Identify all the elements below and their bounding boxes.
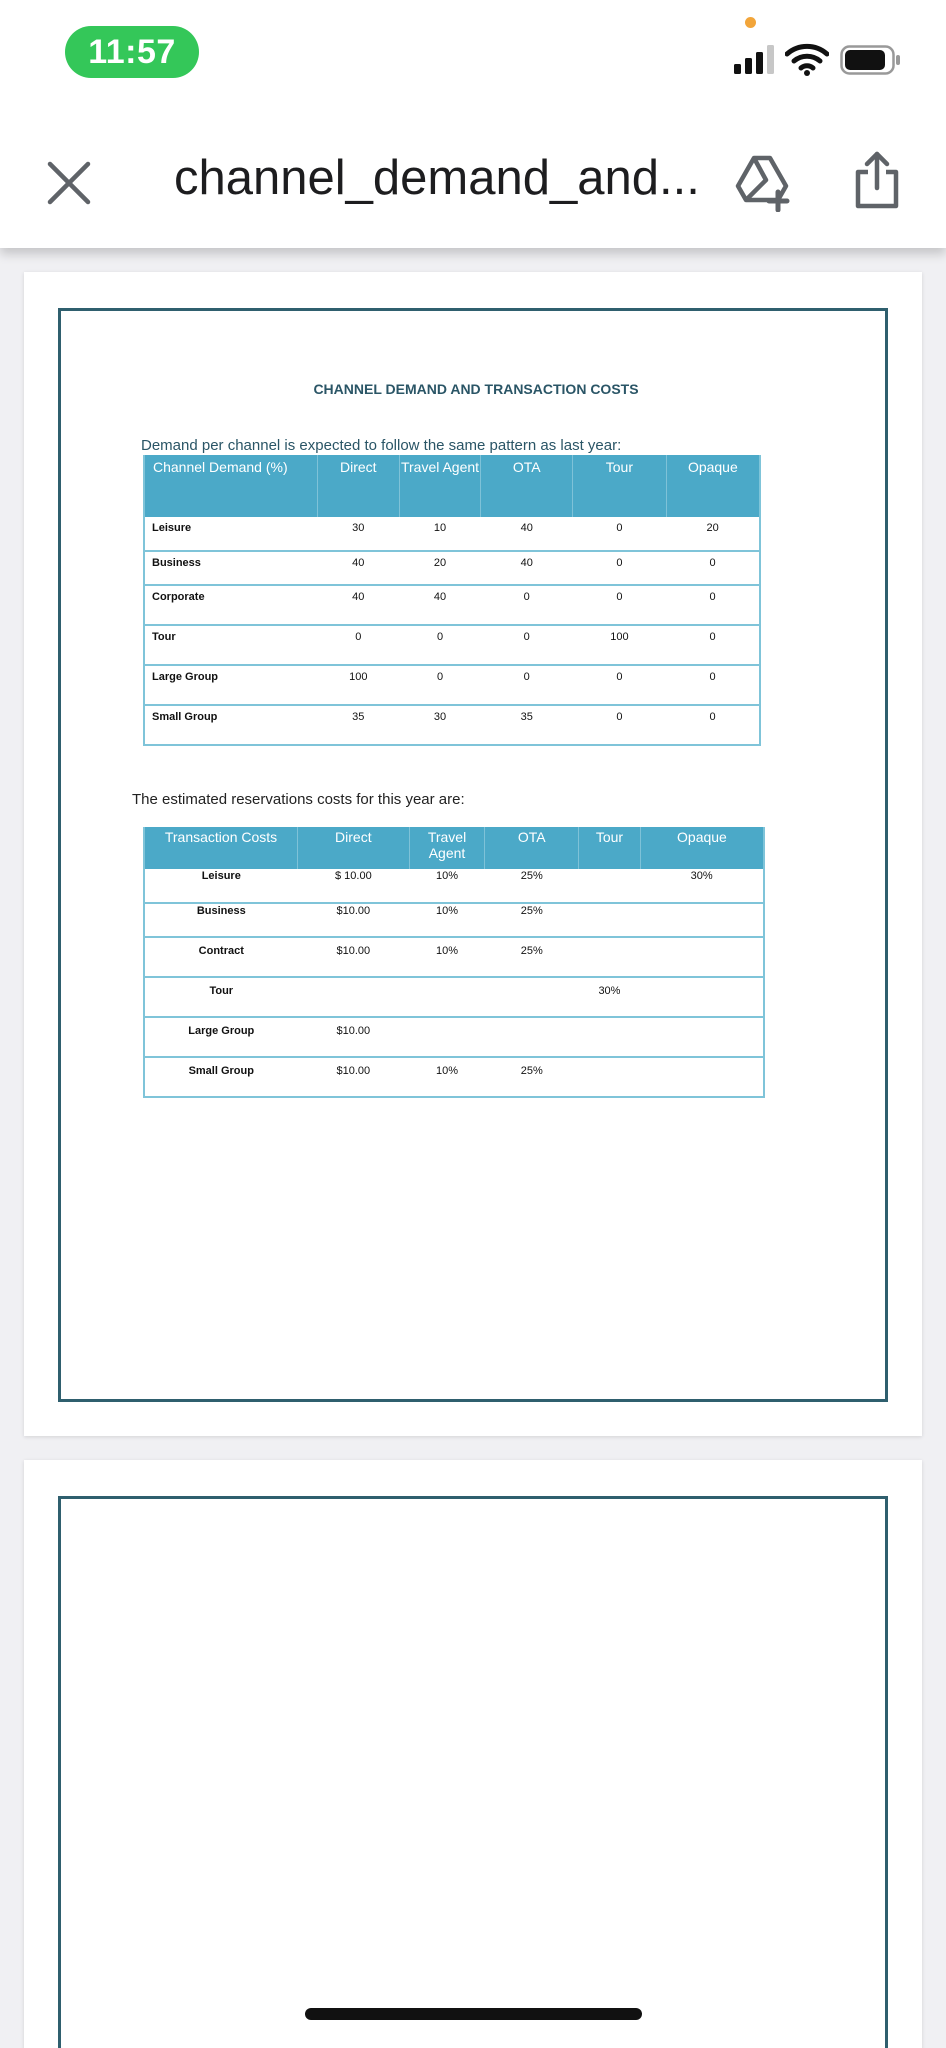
table-cell xyxy=(579,1057,641,1097)
table-cell: 0 xyxy=(399,665,481,705)
add-to-drive-icon[interactable] xyxy=(732,152,792,212)
table-cell: 10% xyxy=(409,937,485,977)
table-header: Transaction Costs xyxy=(144,827,298,869)
table-cell xyxy=(579,1017,641,1057)
intro-text: Demand per channel is expected to follow the same pattern as last year: xyxy=(141,437,622,454)
table-cell xyxy=(640,903,764,937)
close-icon[interactable] xyxy=(44,158,94,208)
table-cell xyxy=(579,937,641,977)
table-cell: 0 xyxy=(317,625,399,665)
table-cell xyxy=(640,1057,764,1097)
table-header: Travel Agent xyxy=(399,455,481,517)
status-time: 11:57 xyxy=(65,26,199,78)
row-label: Small Group xyxy=(144,705,317,745)
document-heading: CHANNEL DEMAND AND TRANSACTION COSTS xyxy=(313,381,639,397)
table-row xyxy=(144,551,760,585)
table-cell: 10% xyxy=(409,1057,485,1097)
table-cell: 0 xyxy=(573,551,667,585)
table-row xyxy=(144,1017,764,1057)
table-cell: 40 xyxy=(317,551,399,585)
table-cell: 0 xyxy=(573,517,667,551)
table-cell: 0 xyxy=(399,625,481,665)
table-cell: 0 xyxy=(666,585,760,625)
table-cell xyxy=(409,977,485,1017)
table-cell: 10% xyxy=(409,869,485,903)
table-cell: 100 xyxy=(317,665,399,705)
table-cell: 0 xyxy=(666,551,760,585)
cellular-signal-icon xyxy=(734,44,776,74)
row-label: Small Group xyxy=(144,1057,298,1097)
table-cell: 0 xyxy=(481,625,573,665)
row-label: Tour xyxy=(144,977,298,1017)
table-cell: $ 10.00 xyxy=(298,869,410,903)
table-row xyxy=(144,903,764,937)
table-cell: 0 xyxy=(573,665,667,705)
table-row xyxy=(144,1057,764,1097)
table-header: Tour xyxy=(579,827,641,869)
table-cell xyxy=(579,903,641,937)
row-label: Contract xyxy=(144,937,298,977)
page-border xyxy=(58,308,888,1402)
table-cell xyxy=(640,977,764,1017)
document-title: channel_demand_and... xyxy=(174,151,700,205)
row-label: Leisure xyxy=(144,517,317,551)
row-label: Business xyxy=(144,551,317,585)
table-row xyxy=(144,625,760,665)
table-cell: 40 xyxy=(399,585,481,625)
table-cell: 30% xyxy=(640,869,764,903)
table-header: OTA xyxy=(485,827,579,869)
row-label: Tour xyxy=(144,625,317,665)
row-label: Large Group xyxy=(144,1017,298,1057)
channel-demand-table xyxy=(143,455,761,746)
table-cell: 40 xyxy=(317,585,399,625)
table-cell: 0 xyxy=(666,705,760,745)
table-cell xyxy=(409,1017,485,1057)
table-cell: 30 xyxy=(317,517,399,551)
wifi-icon xyxy=(785,42,829,76)
table-cell: 20 xyxy=(666,517,760,551)
table-cell xyxy=(298,977,410,1017)
page-border xyxy=(58,1496,888,2048)
table-row xyxy=(144,977,764,1017)
table-cell: 25% xyxy=(485,1057,579,1097)
table-header: Tour xyxy=(573,455,667,517)
table-cell: 100 xyxy=(573,625,667,665)
table-cell: 0 xyxy=(573,705,667,745)
row-label: Corporate xyxy=(144,585,317,625)
document-page-2 xyxy=(24,1460,922,2048)
table-cell: 35 xyxy=(317,705,399,745)
table-cell: 0 xyxy=(481,585,573,625)
table-row xyxy=(144,705,760,745)
table-header: Opaque xyxy=(666,455,760,517)
table-cell: 20 xyxy=(399,551,481,585)
table-cell: 0 xyxy=(666,665,760,705)
table-cell xyxy=(485,977,579,1017)
battery-icon xyxy=(840,45,902,75)
table-cell: 30% xyxy=(579,977,641,1017)
table-cell: 35 xyxy=(481,705,573,745)
home-indicator[interactable] xyxy=(305,2008,642,2020)
table-cell xyxy=(579,869,641,903)
table-cell: 0 xyxy=(666,625,760,665)
table-cell: $10.00 xyxy=(298,1057,410,1097)
row-label: Large Group xyxy=(144,665,317,705)
table-row xyxy=(144,869,764,903)
table-cell xyxy=(640,937,764,977)
table-header: Opaque xyxy=(640,827,764,869)
table-cell: 30 xyxy=(399,705,481,745)
share-icon[interactable] xyxy=(852,150,902,210)
table-cell: $10.00 xyxy=(298,1017,410,1057)
table-header: Travel Agent xyxy=(409,827,485,869)
row-label: Business xyxy=(144,903,298,937)
costs-intro-text: The estimated reservations costs for this year are: xyxy=(132,791,465,808)
table-cell: 25% xyxy=(485,937,579,977)
table-cell: 10% xyxy=(409,903,485,937)
table-cell xyxy=(485,1017,579,1057)
table-row xyxy=(144,937,764,977)
table-header: Direct xyxy=(298,827,410,869)
transaction-costs-table xyxy=(143,827,765,1098)
table-cell: 0 xyxy=(481,665,573,705)
table-cell: 40 xyxy=(481,551,573,585)
table-header: Channel Demand (%) xyxy=(144,455,317,517)
table-cell: 40 xyxy=(481,517,573,551)
row-label: Leisure xyxy=(144,869,298,903)
document-page-1 xyxy=(24,272,922,1436)
top-bar xyxy=(0,0,946,248)
table-cell: 0 xyxy=(573,585,667,625)
table-cell xyxy=(640,1017,764,1057)
table-cell: 25% xyxy=(485,903,579,937)
table-row xyxy=(144,665,760,705)
table-cell: $10.00 xyxy=(298,903,410,937)
table-cell: 10 xyxy=(399,517,481,551)
table-header: OTA xyxy=(481,455,573,517)
table-row xyxy=(144,585,760,625)
table-cell: $10.00 xyxy=(298,937,410,977)
table-row xyxy=(144,517,760,551)
table-header: Direct xyxy=(317,455,399,517)
privacy-indicator-dot xyxy=(745,17,756,28)
table-cell: 25% xyxy=(485,869,579,903)
